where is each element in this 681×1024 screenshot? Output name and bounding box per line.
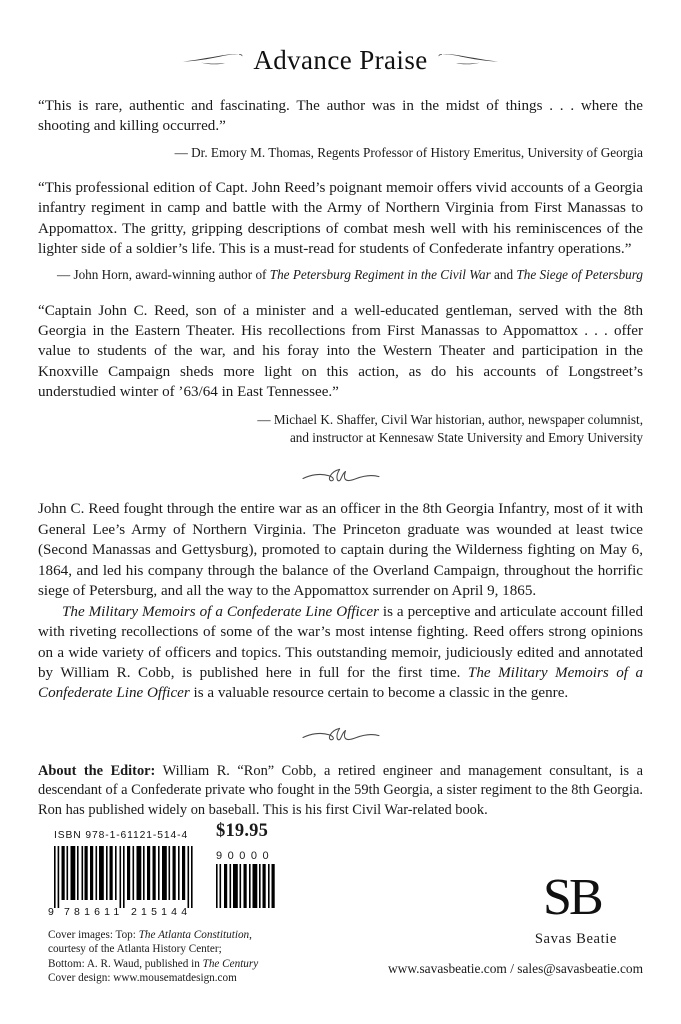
- price-value: $19.95: [216, 821, 269, 841]
- barcode-block: [48, 821, 298, 985]
- ean-right-group: 215144: [131, 906, 192, 918]
- flourish-divider-top: [38, 463, 643, 489]
- book-description: [38, 499, 643, 703]
- credit-line-3: Bottom: A. R. Waud, published in The Century: [48, 957, 259, 970]
- savas-beatie-sb-monogram-icon: [543, 870, 617, 926]
- quote-attribution: — Dr. Emory M. Thomas, Regents Professor of History Emeritus, University of Georgia: [174, 144, 643, 160]
- ean5-addon-barcode: [214, 864, 276, 908]
- credit-line-2: courtesy of the Atlanta History Center;: [48, 943, 222, 956]
- about-editor-text: William R. “Ron” Cobb, a retired engineer and management consultant, is a descendant of a Confederate private who fought in the 59th Georgia, a sister regiment to the 8th Georgia. Ron has published widely on baseball. This is his first Civil War-related book.: [38, 762, 643, 818]
- quote-block: [38, 96, 643, 161]
- cover-footer: [38, 821, 643, 990]
- quote-block: [38, 178, 643, 284]
- quote-text: “This is rare, authentic and fascinating. The author was in the midst of things . . . where the shooting and killing occurred.”: [38, 98, 643, 135]
- quote-attribution: — John Horn, award-winning author of The Petersburg Regiment in the Civil War and The Siege of Petersburg: [56, 267, 643, 283]
- ean-first-digit: 9: [48, 906, 54, 918]
- ean13-barcode: [48, 846, 200, 908]
- svg-text:S: S: [543, 870, 572, 926]
- quote-text: “Captain John C. Reed, son of a minister and a well-educated gentleman, served with the 8th Georgia in the Eastern Theater. His recollections from First Manassas to Appomattox . . . offer value to students of the war, and his foray into the Western Theater and participation in the Knoxville Campaign sheds more light on this action, as do his accounts of Longstreet’s understudied winter of ’63/64 in East Tennessee.”: [38, 302, 643, 401]
- price-label: [216, 821, 268, 842]
- svg-text:B: B: [569, 870, 604, 926]
- flourish-ornament-icon: [299, 724, 383, 746]
- publisher-block: [313, 870, 643, 977]
- description-paragraph-1: John C. Reed fought through the entire war as an officer in the 8th Georgia Infantry, most of it with General Lee’s Army of Northern Virginia. The Princeton graduate was wounded at least twice (Second Manassas and Gettysburg), promoted to captain during the Wilderness fighting on May 6, 1864, and led his company through the balance of the Overland Campaign, throughout the horrific siege of Petersburg, and all the way to the Appomattox surrender on April 9, 1865.: [38, 501, 643, 600]
- quote-attribution: — Michael K. Shaffer, Civil War historian, author, newspaper columnist, and instructor at Kennesaw State University and Emory University: [257, 412, 643, 445]
- publisher-name: Savas Beatie: [534, 931, 617, 947]
- flourish-divider-bottom: [38, 722, 643, 748]
- about-editor-label: About the Editor:: [38, 762, 156, 779]
- publisher-website: www.savasbeatie.com / sales@savasbeatie.com: [387, 961, 643, 976]
- quote-text: “This professional edition of Capt. John Reed’s poignant memoir offers vivid accounts of a Georgia infantry regiment in camp and battle with the Army of Northern Virginia from First Manassas to Appomattox. The gritty, gripping descriptions of combat mesh well with his reminiscences of the lighter side of a soldier’s life. This is a must-read for students of Confederate infantry operations.”: [38, 180, 643, 258]
- isbn-label: ISBN 978-1-61121-514-4: [54, 830, 189, 841]
- ean-left-group: 781611: [64, 906, 124, 918]
- cover-credits: [48, 928, 258, 986]
- about-editor-paragraph: [38, 762, 643, 820]
- barcode-addon-digits: 90000: [216, 850, 275, 862]
- description-paragraph-2: The Military Memoirs of a Confederate Line Officer is a perceptive and articulate account filled with riveting recollections of some of the war’s most intense fighting. Reed offers strong opinions on a wide variety of officers and topics. This outstanding memoir, judiciously edited and annotated by William R. Cobb, is published here in full for the first time. The Military Memoirs of a Confederate Line Officer is a valuable resource certain to become a classic in the genre.: [38, 603, 643, 702]
- advance-praise-quotes: [38, 96, 643, 446]
- swash-ornament-right: [438, 52, 500, 68]
- quote-block: [38, 301, 643, 447]
- page-title: Advance Praise: [253, 44, 428, 75]
- credit-line-1: Cover images: Top: The Atlanta Constitution,: [48, 929, 252, 941]
- flourish-ornament-icon: [299, 465, 383, 487]
- advance-praise-heading: [38, 40, 643, 80]
- swash-ornament-left: [181, 52, 243, 68]
- credit-line-4: Cover design: www.mousematdesign.com: [48, 972, 237, 985]
- about-the-editor: [38, 762, 643, 820]
